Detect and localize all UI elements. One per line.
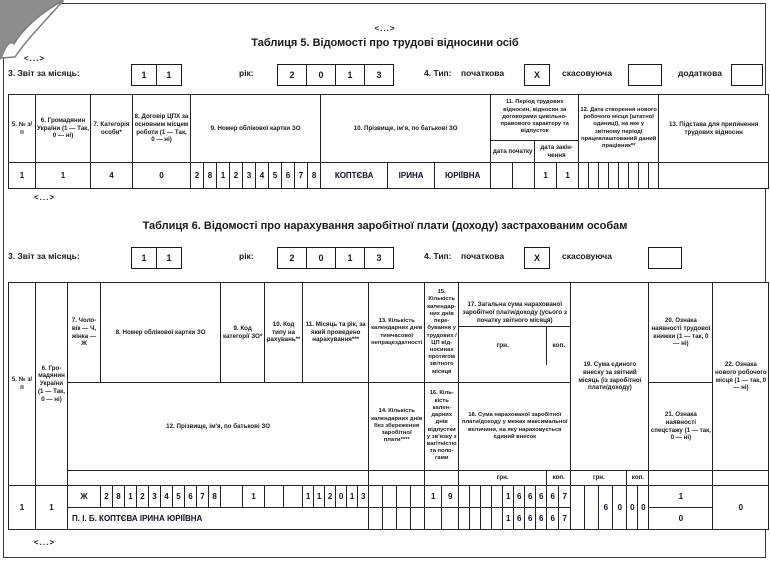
t6-sex-value: Ж [68,486,101,508]
t5-header-date-start: дата початку [491,141,535,163]
page-curl-icon [0,0,64,60]
t6-header-type: 10. Код типу на рахувань** [265,283,303,383]
digit-cell [411,508,425,530]
t5-n-value: 1 [9,163,36,189]
table5-title: Таблиця 5. Відомості про трудові відносини осіб [251,37,519,49]
report-month-label: 3. Звіт за місяць: [8,251,80,261]
digit-cell [383,486,397,508]
t6-header-category: 9. Код категорії ЗО* [221,283,265,383]
digit-cell [369,508,383,530]
month-digit-box: 1 [157,64,182,86]
digit-cell: 6 [599,486,613,530]
t5-header-n: 5. № з/п [9,95,36,163]
t6-data-row-1 [9,486,769,508]
digit-cell: 8 [113,486,125,508]
type-cancel-box [648,247,682,269]
year-digit-box: 2 [277,247,307,269]
t6-fio-value: П. І. Б. КОПТЄВА ІРИНА ЮРІЇВНА [68,508,369,530]
month-boxes [131,247,182,269]
t5-citizen-value: 1 [36,163,91,189]
t6-citizen-value: 1 [36,486,68,530]
year-digit-box: 0 [307,64,336,86]
ellipsis-mark-bottom: <...> [34,538,56,547]
digit-cell: 1 [314,486,325,508]
t6-spec-value: 0 [649,508,713,530]
digit-cell: 8 [209,486,221,508]
digit-cell: 4 [161,486,173,508]
type-additional-box [731,64,763,86]
digit-cell: 3 [243,163,256,189]
digit-cell: 8 [308,163,321,189]
digit-cell [492,508,503,530]
digit-cell [411,486,425,508]
digit-cell: 2 [230,163,243,189]
digit-cell: 5 [173,486,185,508]
digit-cell [425,508,442,530]
type-cancel-label: скасовуюча [562,68,612,78]
digit-cell [284,486,303,508]
year-digit-box: 1 [336,247,365,269]
digit-cell [619,163,629,189]
t5-surname-value: КОПТЄВА [321,163,388,189]
year-label: рік: [239,251,254,261]
t5-header-date-end: дата закінчення [535,141,579,163]
t6-book-value: 1 [649,486,713,508]
digit-cell [589,163,599,189]
digit-cell [513,163,535,189]
digit-cell: 7 [295,163,308,189]
digit-cell: 0 [638,486,649,530]
t6-header-n: 5. № з/п [9,283,36,486]
digit-cell: 1 [243,486,265,508]
digit-cell [459,486,470,508]
empty-cell [369,471,425,486]
digit-cell: 2 [101,486,113,508]
year-digit-box: 2 [277,64,307,86]
digit-cell: 1 [535,163,557,189]
t5-name-value: ІРИНА [388,163,435,189]
t5-header-newjob: 12. Дата створення нового робочого місця (штатної одиниці), на яке у звітному періоді працевлаштований даний працівник** [579,95,659,163]
digit-cell: 6 [514,486,525,508]
t5-category-value: 4 [91,163,133,189]
hrn-label: грн. [571,471,627,486]
t6-header-capped: 18. Сума нарахованої заробітної плати/доходу у межах максимальної величини, на яку нараховується єдиний внесок [459,383,571,471]
digit-cell: 1 [303,486,314,508]
t5-patronymic-value: ЮРІЇВНА [435,163,491,189]
digit-cell: 2 [325,486,336,508]
t6-header-contrib: 19. Сума єдиного внеску за звітний місяць (із заробітної плати/доходу) [571,283,649,471]
t6-header-citizen: 6. Громадянин України (1 — Так, 0 — ні) [36,283,68,486]
digit-cell [609,163,619,189]
month-boxes [131,64,182,86]
type-cancel-box [628,64,662,86]
digit-cell: 1 [503,486,514,508]
type-additional-label: додаткова [678,68,722,78]
digit-cell [265,486,284,508]
digit-cell: 3 [358,486,369,508]
digit-cell: 6 [536,508,547,530]
digit-cell: 6 [514,508,525,530]
digit-cell [571,486,585,530]
digit-cell [470,508,481,530]
empty-cell [425,471,459,486]
year-digit-box: 0 [307,247,336,269]
digit-cell: 2 [191,163,204,189]
table6-title: Таблиця 6. Відомості про нарахування заробітної плати (доходу) застрахованим особам [142,220,628,232]
digit-cell: 0 [613,486,627,530]
t6-header-sex: 7. Чоловік — Ч, жінка — Ж [68,283,101,383]
digit-cell [491,163,513,189]
digit-cell [442,508,459,530]
t6-header-newplace: 22. Ознака нового робочого місця (1 — так, 0 — ні) [713,283,769,471]
type-initial-label: початкова [461,68,505,78]
t6-header-nopay: 14. Кількість календарних днів без збереження заробітної плати**** [369,383,425,471]
t6-data-row-2 [9,508,769,530]
digit-cell: 6 [547,486,559,508]
digit-cell: 1 [557,163,579,189]
digit-cell [481,486,492,508]
table6 [8,282,769,530]
ellipsis-mark-top: <...> [374,24,396,33]
digit-cell [397,486,411,508]
year-boxes [277,247,394,269]
t6-header-fio: 12. Прізвище, ім'я, по батькові ЗО [68,383,369,471]
month-digit-box: 1 [131,247,157,269]
digit-cell [459,508,470,530]
t6-header-book: 20. Ознака наявності трудової книжки (1 — так, 0 — ні) [649,283,713,383]
year-label: рік: [239,68,254,78]
digit-cell: 6 [525,486,536,508]
empty-cell [713,471,769,486]
t5-header-reason: 13. Підстава для припинення трудових відносин [659,95,769,163]
digit-cell [649,163,659,189]
digit-cell: 5 [269,163,282,189]
digit-cell: 1 [347,486,358,508]
empty-cell [649,471,713,486]
type-initial-label: початкова [461,251,505,261]
month-digit-box: 1 [157,247,182,269]
digit-cell [629,163,639,189]
type-initial-box: X [524,247,550,269]
digit-cell: 1 [217,163,230,189]
digit-cell [579,163,589,189]
t6-header-total [459,283,571,383]
digit-cell: 7 [559,508,571,530]
digit-cell: 8 [204,163,217,189]
digit-cell [585,486,599,530]
kop-label: коп. [627,471,649,486]
digit-cell: 0 [627,486,638,530]
year-boxes [277,64,394,86]
digit-cell: 2 [137,486,149,508]
digit-cell: 0 [336,486,347,508]
digit-cell: 9 [442,486,459,508]
digit-cell [639,163,649,189]
year-digit-box: 1 [336,64,365,86]
digit-cell: 7 [197,486,209,508]
hrn-label: грн. [459,471,547,486]
kop-label: коп. [552,342,566,350]
year-digit-box: 3 [365,247,394,269]
digit-cell: 1 [125,486,137,508]
report-month-label: 3. Звіт за місяць: [8,68,80,78]
t5-header-citizen: 6. Громадянин України (1 — Так, 0 — ні) [36,95,91,163]
t6-header-sick: 13. Кількість календарних днів тимчасової непрацездатності [369,283,425,383]
t6-header-total-title: 17. Загальна сума нарахованої заробітної плати/доходу (усього з початку звітного місяця) [462,301,567,324]
digit-cell: 6 [536,486,547,508]
type-initial-box: X [524,64,550,86]
t5-header-fio: 10. Прізвище, ім'я, по батькові ЗО [321,95,491,163]
digit-cell: 3 [149,486,161,508]
type-label: 4. Тип: [424,251,452,261]
ellipsis-mark-after-t5: <...> [34,193,56,202]
digit-cell [470,486,481,508]
ellipsis-mark-left: <...> [24,54,46,63]
t5-header-period: 11. Період трудових відносин, відносин за договорами цивільно-правового характеру та відпусток [491,95,579,141]
digit-cell [383,508,397,530]
t6-subheader-row [9,471,769,486]
digit-cell: 6 [525,508,536,530]
digit-cell [599,163,609,189]
t6-header-card: 8. Номер облікової картки ЗО [101,283,221,383]
hrn-label: грн. [459,327,547,365]
digit-cell: 6 [547,508,559,530]
digit-cell [397,508,411,530]
table5-form-row [0,64,770,86]
t5-contract-value: 0 [133,163,191,189]
digit-cell [221,486,243,508]
digit-cell: 6 [185,486,197,508]
table5 [8,94,769,189]
digit-cell [481,508,492,530]
year-digit-box: 3 [365,64,394,86]
digit-cell [492,486,503,508]
t6-newplace-value: 0 [713,486,769,530]
t5-reason-value [659,163,769,189]
t5-data-row [9,163,769,189]
t5-header-contract: 8. Договір ЦПХ за основним місцем роботи (1 — Так, 0 — ні) [133,95,191,163]
type-cancel-label: скасовуюча [562,251,612,261]
t6-header-days: 15. Кількість календарних днів перебування у трудових / ЦП відносинах протягом звітного місяця [425,283,459,383]
t6-n-value: 1 [9,486,36,530]
empty-cell [68,471,369,486]
t6-header-maternity: 16. Кількість календарних днів відпустки у зв'язку з вагітністю та пологами [425,383,459,471]
digit-cell: 6 [282,163,295,189]
table6-form-row [0,247,770,269]
digit-cell: 7 [559,486,571,508]
digit-cell: 1 [503,508,514,530]
kop-label: коп. [547,471,571,486]
t5-header-category: 7. Категорія особи* [91,95,133,163]
t6-header-monthyear: 11. Місяць та рік, за який проведено нарахування*** [303,283,369,383]
digit-cell: 4 [256,163,269,189]
type-label: 4. Тип: [424,68,452,78]
t6-header-spec: 21. Ознака наявності спецстажу (1 — так, 0 — ні) [649,383,713,471]
month-digit-box: 1 [131,64,157,86]
digit-cell: 1 [425,486,442,508]
t5-header-card: 9. Номер облікової картки ЗО [191,95,321,163]
digit-cell [369,486,383,508]
